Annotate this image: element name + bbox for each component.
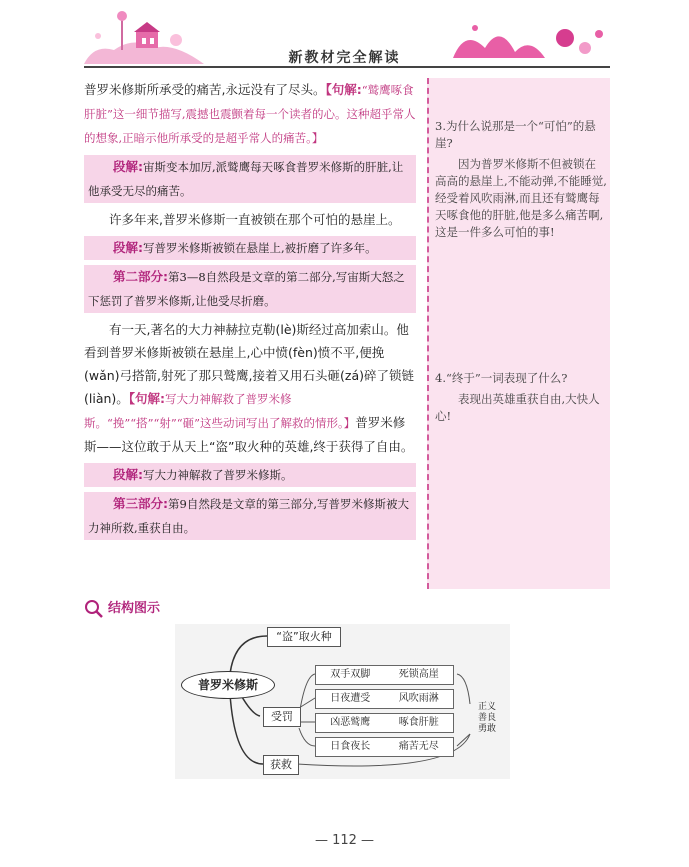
paragraph-2: 许多年来,普罗米修斯一直被锁在那个可怕的悬崖上。 <box>109 212 401 227</box>
duan2-text: 写普罗米修斯被锁在悬崖上,被折磨了许多年。 <box>143 241 377 255</box>
duan-note-1 <box>84 155 416 203</box>
duan3-label: 段解: <box>113 467 143 482</box>
paragraph-1 <box>84 78 416 150</box>
duan1-text: 宙斯变本加厉,派鹫鹰每天啄食普罗米修斯的肝脏,让他承受无尽的痛苦。 <box>88 160 404 198</box>
center-node: 普罗米修斯 <box>181 671 275 699</box>
splash-decoration <box>445 18 610 66</box>
row-effect: 死锁高崖 <box>398 669 439 680</box>
page-number: — 112 — <box>314 833 375 848</box>
quality-3: 勇敢 <box>477 724 496 734</box>
p1-jie-label: 【句解: <box>325 82 362 97</box>
punishment-row <box>315 713 454 733</box>
question-3-text: 3.为什么说那是一个“可怕”的悬崖? <box>435 119 596 150</box>
part2-label: 第二部分: <box>113 269 168 284</box>
punishment-row <box>315 665 454 685</box>
structure-heading <box>84 597 160 619</box>
duan-note-3 <box>84 463 416 487</box>
branch-rescued: 获救 <box>263 755 299 775</box>
punishment-row <box>315 689 454 709</box>
paragraph-3 <box>84 318 416 458</box>
header-title: 新教材完全解读 <box>288 50 401 66</box>
p3-text: 有一天,著名的大力神赫拉克勒(lè)斯经过高加索山。他看到普罗米修斯被锁在悬崖上,心中愤(fèn)愤不平,便挽(wǎn)弓搭箭,射死了那只鹫鹰,接着又用石头砸(zá)碎了锁链(liàn)。 <box>84 322 414 406</box>
p1-text: 普罗米修斯所承受的痛苦,永远没有了尽头。 <box>84 82 326 97</box>
main-text <box>84 78 416 545</box>
row-effect: 痛苦无尽 <box>398 741 439 752</box>
p3-tail: 普罗米修斯——这位敢于从天上“盗”取火种的英雄,终于获得了自由。 <box>84 415 414 454</box>
duan3-text: 写大力神解救了普罗米修斯。 <box>143 468 293 482</box>
row-cause: 双手双脚 <box>330 669 371 680</box>
structure-title: 结构图示 <box>108 601 161 616</box>
answer-4-text: 表现出英雄重获自由,大快人心! <box>435 392 600 423</box>
page-header <box>0 0 689 78</box>
duan1-label: 段解: <box>113 159 143 174</box>
structure-diagram <box>175 624 510 779</box>
branch-steal-fire: “盗”取火种 <box>267 627 341 647</box>
answer-3-text: 因为普罗米修斯不但被锁在高高的悬崖上,不能动弹,不能睡觉,经受着风吹雨淋,而且还有鹫鹰每天啄食他的肝脏,他是多么痛苦啊,这是一件多么可怕的事! <box>435 157 607 239</box>
duan2-label: 段解: <box>113 240 143 255</box>
p3-jie-label: 【句解: <box>128 391 166 406</box>
part-3-note <box>84 492 416 540</box>
question-3 <box>435 118 607 241</box>
row-cause: 日食夜长 <box>330 741 371 752</box>
question-4-text: 4.“终于”一词表现了什么? <box>435 371 568 385</box>
quality-1: 正义 <box>477 702 496 712</box>
row-effect: 啄食肝脏 <box>398 717 439 728</box>
p1-jie-text: “鹫鹰啄食肝脏”这一细节描写,震撼也震颤着每一个读者的心。这种超乎常人的想象,正暗示他所承受的是超乎常人的痛苦。】 <box>84 83 416 145</box>
qualities-list <box>475 702 499 735</box>
part3-label: 第三部分: <box>113 496 168 511</box>
punishment-row <box>315 737 454 757</box>
part3-text: 第9自然段是文章的第三部分,写普罗米修斯被大力神所救,重获自由。 <box>88 497 409 535</box>
branch-punished: 受罚 <box>263 707 301 727</box>
magnifier-icon <box>84 599 104 619</box>
qa-sidebar <box>427 78 610 589</box>
quality-2: 善良 <box>477 713 496 723</box>
row-cause: 凶恶鹫鹰 <box>330 717 371 728</box>
row-cause: 日夜遭受 <box>330 693 371 704</box>
part-2-note <box>84 265 416 313</box>
duan-note-2 <box>84 236 416 260</box>
row-effect: 风吹雨淋 <box>398 693 439 704</box>
header-rule <box>84 66 610 68</box>
question-4 <box>435 370 607 425</box>
part2-text: 第3—8自然段是文章的第二部分,写宙斯大怒之下惩罚了普罗米修斯,让他受尽折磨。 <box>88 270 405 308</box>
p3-jie-text: 写大力神解救了普罗米修斯。“挽”“搭”“射”“砸”这些动词写出了解救的情形。】 <box>84 392 356 430</box>
